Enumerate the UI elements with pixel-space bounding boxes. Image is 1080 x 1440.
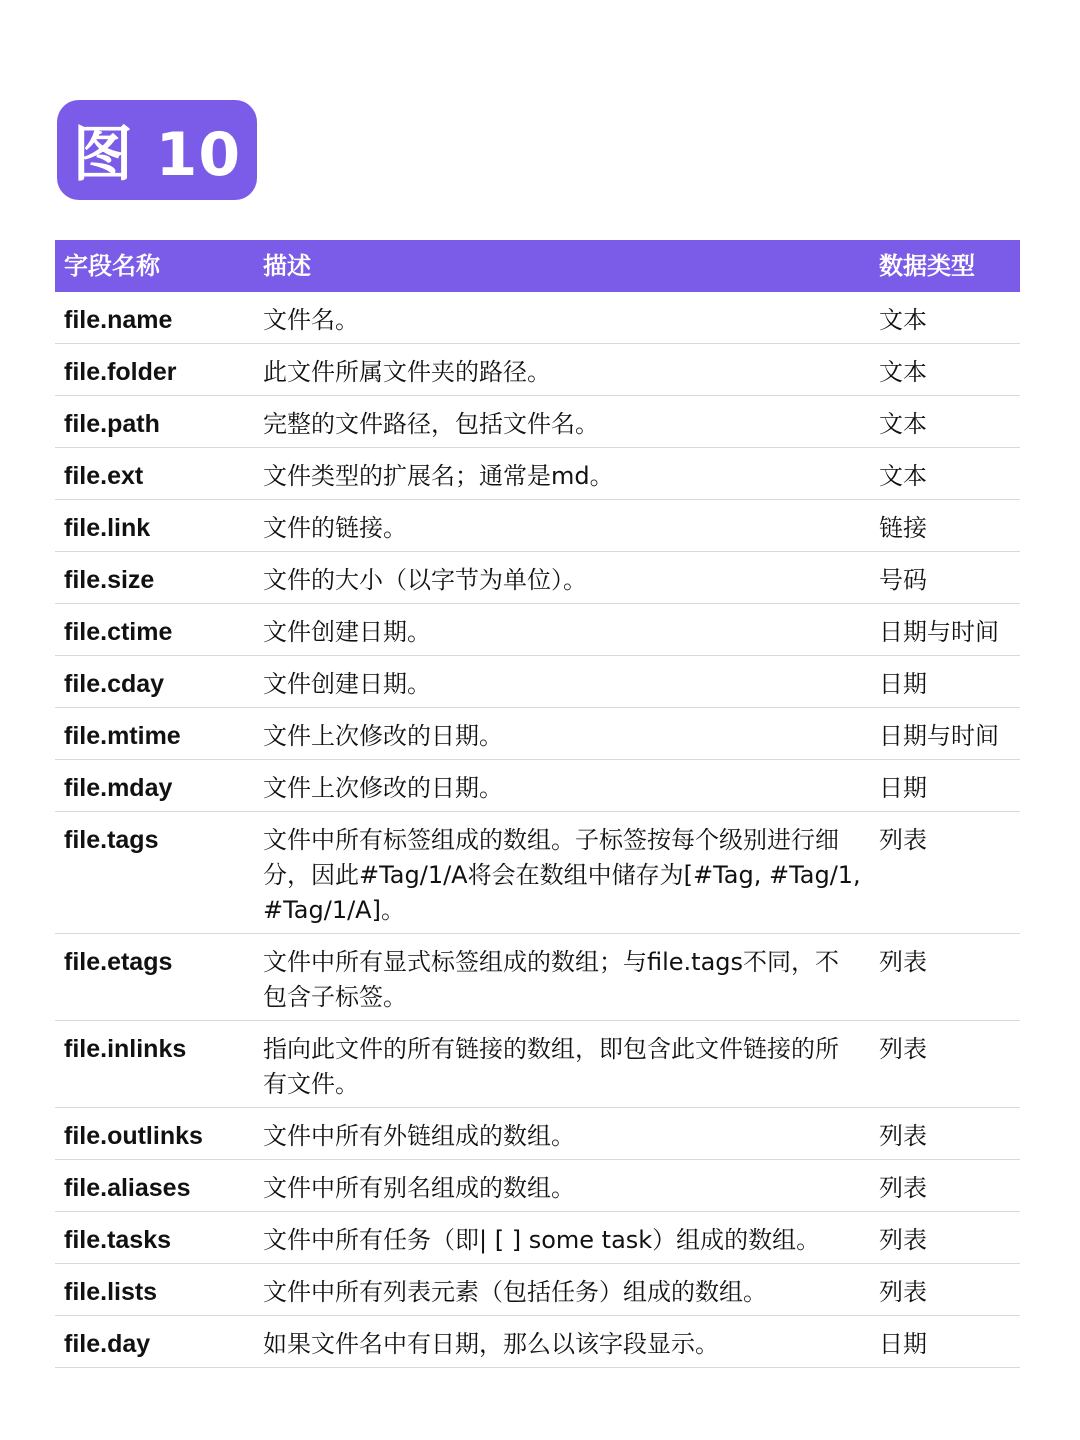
field-type: 文本 <box>879 462 927 490</box>
field-type: 链接 <box>879 514 927 542</box>
field-description: 文件创建日期。 <box>263 618 431 646</box>
field-name: file.outlinks <box>64 1122 203 1150</box>
field-name: file.path <box>64 410 160 438</box>
field-name: file.etags <box>64 948 173 976</box>
field-type: 文本 <box>879 306 927 334</box>
table-row <box>55 708 1020 760</box>
field-description <box>263 1032 863 1102</box>
field-name: file.tags <box>64 826 159 854</box>
description-line: 指向此文件的所有链接的数组，即包含此文件链接的所 <box>263 1035 839 1063</box>
field-type: 列表 <box>879 948 927 976</box>
field-description: 文件名。 <box>263 306 359 334</box>
field-name: file.ext <box>64 462 144 490</box>
field-type: 列表 <box>879 1174 927 1202</box>
table-row <box>55 396 1020 448</box>
description-line: #Tag/1/A]。 <box>263 896 405 924</box>
field-type: 日期与时间 <box>879 722 999 750</box>
field-name: file.ctime <box>64 618 173 646</box>
field-description: 文件的链接。 <box>263 514 407 542</box>
field-name: file.mday <box>64 774 173 802</box>
field-type: 列表 <box>879 1278 927 1306</box>
field-description: 文件上次修改的日期。 <box>263 722 503 750</box>
table-row <box>55 1021 1020 1108</box>
field-description: 文件创建日期。 <box>263 670 431 698</box>
table-row <box>55 1316 1020 1368</box>
field-name: file.mtime <box>64 722 181 750</box>
header-data-type: 数据类型 <box>879 252 975 280</box>
field-table <box>55 240 1020 1368</box>
field-name: file.day <box>64 1330 151 1358</box>
field-name: file.tasks <box>64 1226 172 1254</box>
field-type: 号码 <box>879 566 927 594</box>
description-line: 分，因此#Tag/1/A将会在数组中储存为[#Tag, #Tag/1, <box>263 861 861 889</box>
field-type: 列表 <box>879 1226 927 1254</box>
field-type: 列表 <box>879 826 927 854</box>
field-type: 日期 <box>879 774 927 802</box>
field-description <box>263 945 863 1015</box>
table-row <box>55 500 1020 552</box>
field-name: file.aliases <box>64 1174 191 1202</box>
description-line: 文件中所有标签组成的数组。子标签按每个级别进行细 <box>263 826 839 854</box>
field-type: 列表 <box>879 1035 927 1063</box>
header-field-name: 字段名称 <box>64 252 160 280</box>
field-description: 文件上次修改的日期。 <box>263 774 503 802</box>
field-name: file.size <box>64 566 155 594</box>
table-row <box>55 292 1020 344</box>
field-description: 文件中所有别名组成的数组。 <box>263 1174 575 1202</box>
table-row <box>55 656 1020 708</box>
table-row <box>55 1160 1020 1212</box>
figure-badge-label: 图 10 <box>72 120 242 190</box>
table-row <box>55 1108 1020 1160</box>
table-row <box>55 1264 1020 1316</box>
table-row <box>55 1212 1020 1264</box>
description-line: 文件中所有显式标签组成的数组；与file.tags不同，不 <box>263 948 840 976</box>
field-name: file.name <box>64 306 173 334</box>
figure-badge <box>57 100 257 200</box>
field-description: 文件中所有外链组成的数组。 <box>263 1122 575 1150</box>
field-type: 文本 <box>879 358 927 386</box>
field-description: 文件类型的扩展名；通常是md。 <box>263 462 614 490</box>
field-name: file.inlinks <box>64 1035 187 1063</box>
field-name: file.link <box>64 514 151 542</box>
field-description: 文件中所有任务（即| [ ] some task）组成的数组。 <box>263 1226 821 1254</box>
field-type: 文本 <box>879 410 927 438</box>
table-row <box>55 448 1020 500</box>
field-type: 日期与时间 <box>879 618 999 646</box>
field-description: 完整的文件路径，包括文件名。 <box>263 410 599 438</box>
field-type: 日期 <box>879 670 927 698</box>
table-row <box>55 760 1020 812</box>
description-line: 有文件。 <box>263 1070 359 1098</box>
description-line: 包含子标签。 <box>263 983 407 1011</box>
field-description: 文件的大小（以字节为单位）。 <box>263 566 587 594</box>
field-description: 此文件所属文件夹的路径。 <box>263 358 551 386</box>
field-description: 文件中所有列表元素（包括任务）组成的数组。 <box>263 1278 767 1306</box>
field-description: 如果文件名中有日期，那么以该字段显示。 <box>263 1330 719 1358</box>
table-row <box>55 812 1020 934</box>
field-description <box>263 823 863 928</box>
field-name: file.cday <box>64 670 165 698</box>
field-name: file.folder <box>64 358 177 386</box>
field-type: 列表 <box>879 1122 927 1150</box>
table-header <box>55 240 1020 292</box>
table-row <box>55 344 1020 396</box>
table-row <box>55 934 1020 1021</box>
table-row <box>55 552 1020 604</box>
field-name: file.lists <box>64 1278 158 1306</box>
table-row <box>55 604 1020 656</box>
header-description: 描述 <box>263 252 311 280</box>
field-type: 日期 <box>879 1330 927 1358</box>
